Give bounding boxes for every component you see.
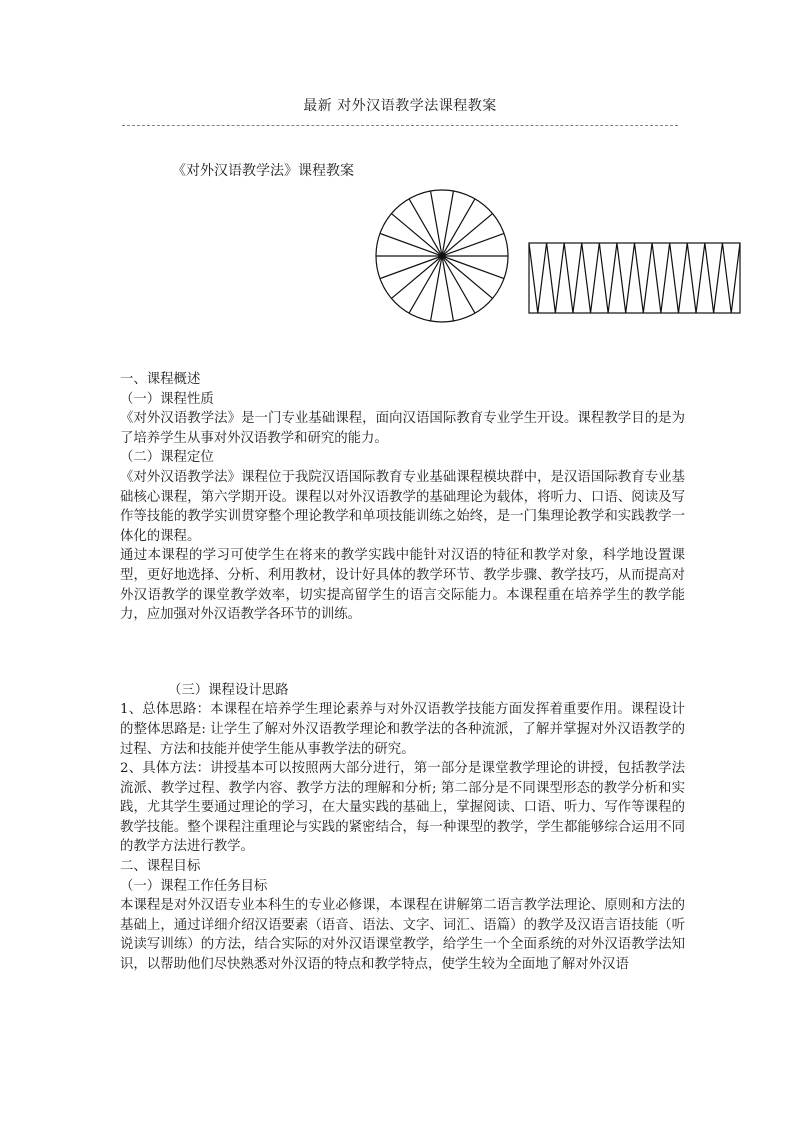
blank-space: [120, 625, 685, 681]
zigzag-box-graphic: [529, 243, 740, 313]
paragraph: 《对外汉语教学法》课程位于我院汉语国际教育专业基础课程模块群中，是汉语国际教育专业基础核心课程，第六学期开设。课程以对外汉语教学的基础理论为载体，将听力、口语、阅读及写作等技能的教学实训贯穿整个理论教学和单项技能训练之始终，是一门集理论教学和实践教学一体化的课程。: [120, 469, 685, 544]
section-heading: 一、课程概述: [120, 372, 201, 387]
wheel-spoke: [380, 233, 442, 256]
document-body: [120, 370, 685, 975]
wheel-spoke: [442, 256, 504, 279]
spoked-circle-graphic: [376, 190, 508, 322]
subsection-heading: （三）课程设计思路: [168, 682, 289, 698]
wheel-spoke: [391, 256, 442, 298]
list-item: 1、总体思路：本课程在培养学生理论素养与对外汉语教学技能方面发挥着重要作用。课程设计的整体思路是: 让学生了解对外汉语教学理论和教学法的各种流派，了解并掌握对外汉语教学的过程、方法和技能并使学生能从事教学法的研究。: [120, 702, 685, 757]
subsection-heading: （一）课程性质: [120, 391, 214, 407]
header-divider: [122, 125, 678, 126]
wheel-spoke: [380, 256, 442, 279]
subsection-heading: （二）课程定位: [120, 450, 214, 466]
list-item: 2、具体方法：讲授基本可以按照两大部分进行，第一部分是课堂教学理论的讲授，包括教学法流派、教学过程、教学内容、教学方法的理解和分析; 第二部分是不同课型形态的教学分析和实践，尤其学生要通过理论的学习，在大量实践的基础上，掌握阅读、口语、听力、写作等课程的教学技能。整个课程注重理论与实践的紧密结合，每一种课型的教学，学生都能够综合运用不同的教学方法进行教学。: [120, 761, 685, 855]
wheel-spoke: [442, 214, 493, 256]
zigzag-line: [529, 243, 740, 313]
header-title: 最新 对外汉语教学法课程教案: [303, 98, 497, 114]
paragraph: 本课程是对外汉语专业本科生的专业必修课，本课程在讲解第二语言教学法理论、原则和方法的基础上，通过详细介绍汉语要素（语音、语法、文字、词汇、语篇）的教学及汉语言语技能（听说读写训练）的方法，结合实际的对外汉语课堂教学，给学生一个全面系统的对外汉语教学法知识，以帮助他们尽快熟悉对外汉语的特点和教学特点，使学生较为全面地了解对外汉语: [120, 898, 685, 973]
document-title: 《对外汉语教学法》课程教案: [172, 163, 354, 179]
wheel-spoke: [442, 233, 504, 256]
subsection-heading: （一）课程工作任务目标: [120, 878, 268, 894]
wheel-spoke: [442, 256, 493, 298]
section-heading: 二、课程目标: [120, 859, 201, 875]
decorative-figure: [370, 185, 750, 335]
paragraph: 通过本课程的学习可使学生在将来的教学实践中能针对汉语的特征和教学对象，科学地设置课型，更好地选择、分析、利用教材，设计好具体的教学环节、教学步骤、教学技巧，从而提高对外汉语教学的课堂教学效率，切实提高留学生的语言交际能力。本课程重在培养学生的教学能力，应加强对外汉语教学各环节的训练。: [120, 548, 685, 623]
wheel-spoke: [391, 214, 442, 256]
paragraph: 《对外汉语教学法》是一门专业基础课程，面向汉语国际教育专业学生开设。课程教学目的是为了培养学生从事对外汉语教学和研究的能力。: [120, 411, 685, 446]
